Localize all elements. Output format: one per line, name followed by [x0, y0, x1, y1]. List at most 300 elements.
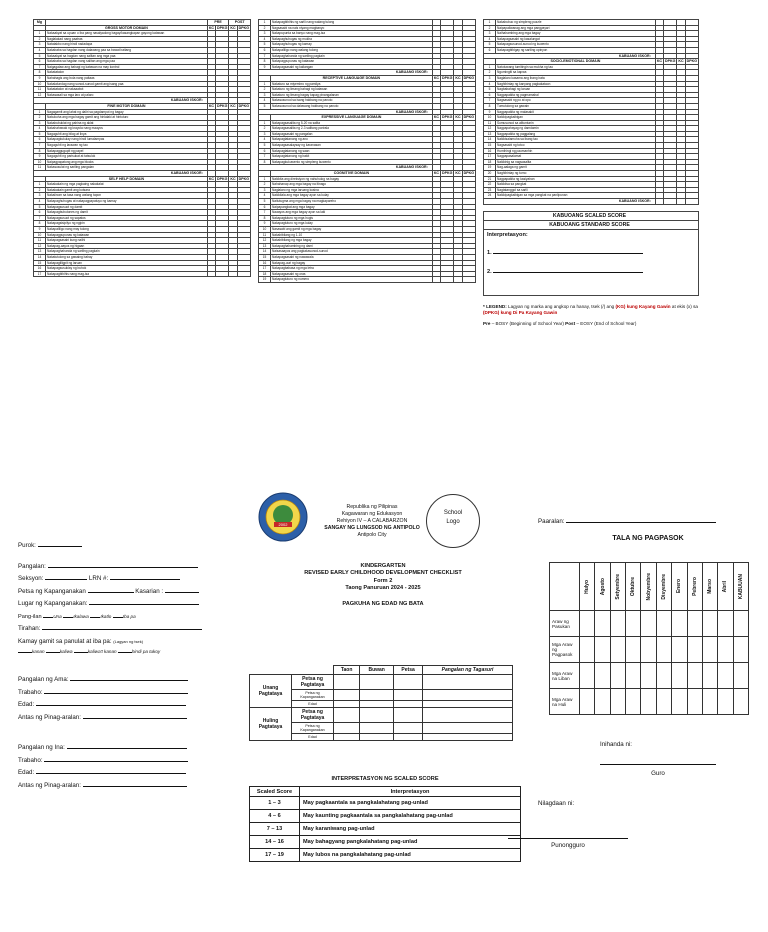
school-year: Taong Panuruan 2024 - 2025 — [345, 585, 421, 592]
ina-trabaho-label: Trabaho: — [18, 756, 43, 764]
col-kc: KC — [230, 176, 236, 181]
huling-petsa-label: Petsa ng Pagtataya — [292, 708, 334, 723]
attendance-cell[interactable] — [641, 689, 656, 715]
cognitive-cont-item-text: Naipapaliwanag ang mga pangyayari — [496, 25, 656, 31]
kamay-note: (Lagyan ng tsek) — [113, 638, 144, 644]
lungsod-text: Antipolo City — [357, 532, 387, 538]
kaliwa-kanan-label: kaliwa't kanan — [87, 649, 117, 654]
item-number: 23 — [484, 187, 496, 193]
attendance-cell[interactable] — [595, 663, 610, 689]
check-cell[interactable] — [462, 277, 475, 283]
total-cell[interactable] — [655, 199, 663, 205]
una-blank[interactable] — [43, 617, 53, 618]
personal-info-form — [18, 540, 240, 792]
col-dpkg: DPKG — [217, 176, 228, 181]
cell[interactable] — [423, 723, 513, 734]
fine-motor-item-text: Nakukuha ang mga bagay gamit ang hinlalaki at hintuturo — [46, 115, 208, 121]
cell[interactable] — [334, 690, 360, 701]
attendance-cell[interactable] — [656, 689, 671, 715]
interp-line-1[interactable] — [493, 253, 643, 254]
item-number: 19 — [484, 165, 496, 171]
item-number: 1 — [484, 64, 496, 70]
month-label: Marso — [707, 579, 714, 594]
item-number: 8 — [484, 103, 496, 109]
month-header — [595, 563, 610, 611]
gross-motor-item-text: Natatakbo nang hindi nadadapa — [46, 42, 208, 48]
item-number: 3 — [484, 31, 496, 37]
item-number: 4 — [484, 81, 496, 87]
attendance-row-label: Mga Araw ng Pagpasok — [550, 637, 580, 663]
item-number: 10 — [34, 81, 46, 87]
item-number: 7 — [259, 210, 271, 216]
item-number: 16 — [259, 260, 271, 266]
item-number: 11 — [34, 165, 46, 171]
republika-text: Republika ng Pilipinas — [346, 504, 398, 510]
kaliwa-blank[interactable] — [46, 652, 60, 653]
socio-item-text: Sumusunod sa alituntunin — [496, 120, 656, 126]
interp-table — [249, 786, 521, 862]
unang-tagasuri-cell[interactable] — [423, 675, 513, 690]
item-number: 2 — [259, 25, 271, 31]
kamay-label: Kamay gamit sa panulat at iba pa: — [18, 637, 112, 645]
item-number: 3 — [34, 120, 46, 126]
gross-motor-item-text: Nakaakyat sa hagdan nang salitan ang mga paa — [46, 53, 208, 59]
interp-score: 7 – 13 — [250, 823, 300, 836]
month-label: KABUUAN — [737, 573, 744, 600]
month-label: Setyembre — [614, 573, 621, 600]
total-cell[interactable] — [664, 199, 677, 205]
fine-motor-item-text: Naguguhit ng larawan ng tao — [46, 143, 208, 149]
self-help-item-text: Nakapaghahanda ng sariling pagkain — [46, 249, 208, 255]
attendance-cell[interactable] — [595, 611, 610, 637]
ina-trabaho-field[interactable] — [44, 761, 188, 762]
self-help-item-text: Nakapagbubutones ng damit — [46, 210, 208, 216]
item-number: 15 — [34, 260, 46, 266]
fine-motor-item-text: Nakabubuklat ng pahina ng aklat — [46, 120, 208, 126]
form-number: Form 2 — [373, 577, 393, 584]
month-header — [702, 563, 717, 611]
item-number: 10 — [484, 115, 496, 121]
item-number: 6 — [259, 47, 271, 53]
item-number: 14 — [259, 249, 271, 255]
school-logo-label-1: School — [443, 510, 463, 516]
pre-label: Pre — [483, 321, 491, 327]
seksyon-field[interactable] — [45, 579, 87, 580]
attendance-cell[interactable] — [702, 689, 717, 715]
item-number: 3 — [484, 75, 496, 81]
attendance-cell[interactable] — [718, 663, 733, 689]
col-kc: KC — [656, 59, 663, 64]
total-cell[interactable] — [677, 199, 685, 205]
legend-kg: (KG) kung Kayang Gawin — [615, 303, 671, 309]
interp-text: May bahagyang pangkalahatang pag-unlad — [300, 836, 521, 849]
self-help-item-text: Nakapagbibihis nang mag-isa — [46, 271, 208, 277]
item-number: 4 — [34, 47, 46, 53]
socio-item-text: Nagtatanggol sa sarili — [496, 187, 656, 193]
iba-label: Iba pa — [122, 613, 136, 619]
unang-buwan-cell[interactable] — [360, 675, 394, 690]
fine-motor-title: FINE MOTOR DOMAIN — [46, 103, 208, 109]
attendance-cell[interactable] — [672, 611, 687, 637]
attendance-cell[interactable] — [656, 637, 671, 663]
attendance-cell[interactable] — [718, 611, 733, 637]
cell[interactable] — [360, 690, 394, 701]
attendance-cell[interactable] — [641, 611, 656, 637]
petsa-field[interactable] — [88, 592, 134, 593]
item-number: 7 — [34, 64, 46, 70]
cognitive-title: COGNITIVE DOMAIN — [271, 171, 433, 177]
cognitive-item-text: Nahahanap ang mga bagay na itinago — [271, 182, 433, 188]
self-help-item-text: Nakapaliligo nang may tulong — [46, 226, 208, 232]
guro-signature-line[interactable] — [600, 764, 716, 765]
attendance-cell[interactable] — [733, 611, 748, 637]
self-help-item-text: Nakakakain gamit ang kutsara — [46, 187, 208, 193]
col-dpkg: DPKG — [442, 75, 453, 80]
socio-item-text: Nagsasabi ng po at opo — [496, 98, 656, 104]
interp-line-2[interactable] — [493, 272, 643, 273]
score-summary-table — [483, 211, 699, 296]
attendance-cell[interactable] — [733, 689, 748, 715]
item-number: 3 — [34, 193, 46, 199]
cognitive-item-text: Naipapangkat ang mga bagay — [271, 204, 433, 210]
socio-total-row — [484, 199, 699, 205]
attendance-cell[interactable] — [610, 611, 625, 637]
cell[interactable] — [423, 734, 513, 741]
socio-item-text: Nagpapasalamat — [496, 154, 656, 160]
punongguro-signature-line[interactable] — [508, 838, 628, 839]
ama-field[interactable] — [70, 680, 188, 681]
hindi-pa-blank[interactable] — [118, 652, 132, 653]
cognitive-item-text: Nakabibilang ng 1-10 — [271, 232, 433, 238]
cell[interactable] — [423, 701, 513, 708]
interp-row — [250, 810, 521, 823]
ikatlo-blank[interactable] — [90, 617, 100, 618]
cell[interactable] — [394, 708, 423, 723]
item-number: 4 — [259, 98, 271, 104]
interp-score: 4 – 6 — [250, 810, 300, 823]
cell[interactable] — [334, 723, 360, 734]
item-number: 9 — [34, 75, 46, 81]
seal-year: 2002 — [278, 522, 288, 527]
attendance-cell[interactable] — [580, 611, 595, 637]
item-number: 1 — [34, 31, 46, 37]
cell[interactable] — [394, 734, 423, 741]
month-header — [718, 563, 733, 611]
socio-item-text: Natutuwang tumitingin sa mukha ng tao — [496, 64, 656, 70]
attendance-cell[interactable] — [595, 637, 610, 663]
socio-item-text: Nagpapakita ng pagmamahal — [496, 92, 656, 98]
col-kc: KC — [230, 103, 236, 108]
interp-col-text: Interpretasyon — [300, 787, 521, 797]
fine-motor-item-text: Nakapaggugupit ng papel — [46, 148, 208, 154]
check-cell[interactable] — [216, 271, 229, 277]
item-number: 2 — [484, 70, 496, 76]
interp-row — [250, 823, 521, 836]
purok-field[interactable] — [38, 546, 82, 547]
item-number: 5 — [484, 42, 496, 48]
lugar-label: Lugar ng Kapanganakan: — [18, 600, 88, 607]
col-kc: KC — [433, 171, 440, 176]
item-number: 7 — [484, 98, 496, 104]
checklist-page-1 — [33, 19, 251, 277]
iba-blank[interactable] — [113, 617, 123, 618]
ikalawa-label: Ikalawa — [73, 613, 89, 619]
fine-motor-item-text: Naguguhit ang bilog at linya — [46, 131, 208, 137]
pangalan-field[interactable] — [48, 567, 198, 568]
item-number: 12 — [34, 243, 46, 249]
receptive-item-text: Nakasusunod sa isang hakbang na panuto — [271, 98, 433, 104]
interp-score: 14 – 16 — [250, 836, 300, 849]
cognitive-item-row — [259, 277, 476, 283]
item-number: 11 — [34, 87, 46, 93]
attendance-cell[interactable] — [656, 663, 671, 689]
lrn-label: LRN #: — [88, 575, 109, 582]
interp-line-1-number: 1. — [487, 250, 492, 257]
item-number: 9 — [34, 154, 46, 160]
attendance-cell[interactable] — [580, 637, 595, 663]
receptive-item-text: Nakaturo sa miyembro ng pamilya — [271, 81, 433, 87]
cognitive-cont-item-text: Nakabubuo ng simpleng puzzle — [496, 20, 656, 26]
cognitive-item-text: Nakapagsasabi ng nawawala — [271, 254, 433, 260]
cell[interactable] — [423, 708, 513, 723]
item-number: 4 — [34, 199, 46, 205]
fine-motor-item-text: Nakapagkukulay nang hindi lumalampas — [46, 137, 208, 143]
month-header — [610, 563, 625, 611]
lrn-field[interactable] — [110, 579, 180, 580]
post-desc: – EOSY (End of School Year) — [576, 321, 637, 327]
item-number: 1 — [259, 81, 271, 87]
month-header — [687, 563, 702, 611]
attendance-cell[interactable] — [687, 637, 702, 663]
item-number: 8 — [34, 70, 46, 76]
kaliwa-kanan-blank[interactable] — [74, 652, 88, 653]
gross-motor-title: GROSS MOTOR DOMAIN — [46, 25, 208, 31]
cell[interactable] — [394, 690, 423, 701]
unang-petsa-cell[interactable] — [394, 675, 423, 690]
pang-ilan-label: Pang-ilan — [18, 613, 42, 620]
kanan-blank[interactable] — [18, 652, 32, 653]
cell[interactable] — [423, 690, 513, 701]
attendance-cell[interactable] — [687, 689, 702, 715]
item-number: 11 — [34, 238, 46, 244]
legend-dpkg: (DPKG) kung Di Pa Kayang Gawin — [483, 310, 558, 315]
header-mg: Mg — [34, 20, 46, 26]
item-number: 12 — [259, 238, 271, 244]
attendance-cell[interactable] — [672, 689, 687, 715]
attendance-cell[interactable] — [610, 689, 625, 715]
attendance-cell[interactable] — [733, 637, 748, 663]
item-number: 6 — [34, 137, 46, 143]
attendance-cell[interactable] — [641, 637, 656, 663]
tirahan-field[interactable] — [42, 629, 202, 630]
cell[interactable] — [334, 734, 360, 741]
cell[interactable] — [334, 701, 360, 708]
self-help-cont-item-text: Nakapaghahanda ng sariling pagkain — [271, 53, 433, 59]
lugar-field[interactable] — [89, 604, 199, 605]
col-dpkg: DPKG — [665, 59, 676, 64]
item-number: 13 — [34, 249, 46, 255]
receptive-total-label: KABUANG ISKOR: — [259, 109, 433, 115]
checklist-title: REVISED EARLY CHILDHOOD DEVELOPMENT CHECKLIST — [304, 570, 462, 577]
ina-field[interactable] — [67, 748, 187, 749]
unang-pagtataya-label: Unang Pagtataya — [250, 675, 292, 708]
interp-row — [250, 797, 521, 810]
self-help-item-text: Nakapag-aayos ng higaan — [46, 243, 208, 249]
receptive-title: RECEPTIVE LANGUAGE DOMAIN — [271, 75, 433, 81]
item-number: 7 — [34, 143, 46, 149]
age-col-buwan: Buwan — [360, 666, 394, 675]
cell[interactable] — [360, 708, 394, 723]
self-help-cont-item-text: Nakapaliligo nang walang tulong — [271, 47, 433, 53]
item-number: 3 — [259, 187, 271, 193]
attendance-cell[interactable] — [641, 663, 656, 689]
attendance-cell[interactable] — [702, 611, 717, 637]
fine-motor-item-text: Nakahahawak ng krayola nang maayos — [46, 126, 208, 132]
attendance-cell[interactable] — [672, 663, 687, 689]
col-dpkg: DPKG — [217, 25, 228, 30]
socio-total-label: KABUANG ISKOR: — [484, 199, 656, 205]
item-number: 4 — [34, 126, 46, 132]
receptive-item-text: Nakasusunod sa dalawang hakbang na panuto — [271, 103, 433, 109]
attendance-cell[interactable] — [610, 663, 625, 689]
col-kc: KC — [208, 25, 215, 30]
month-label: Oktubre — [630, 576, 637, 597]
purok-label: Purok: — [18, 542, 36, 549]
paaralan-field[interactable] — [566, 522, 716, 523]
attendance-cell[interactable] — [687, 611, 702, 637]
attendance-cell[interactable] — [626, 637, 641, 663]
item-number: 3 — [34, 42, 46, 48]
check-cell[interactable] — [237, 271, 250, 277]
col-dpkg: DPKG — [463, 115, 474, 120]
attendance-cell[interactable] — [687, 663, 702, 689]
attendance-cell[interactable] — [702, 663, 717, 689]
school-logo-label-2: Logo — [446, 519, 460, 525]
cell[interactable] — [334, 708, 360, 723]
ama-antas-label: Antas ng Pinag-aralan: — [18, 713, 81, 721]
attendance-cell[interactable] — [580, 689, 595, 715]
ina-antas-field[interactable] — [83, 786, 187, 787]
month-header — [733, 563, 748, 611]
check-cell[interactable] — [454, 277, 462, 283]
attendance-cell[interactable] — [733, 663, 748, 689]
cell[interactable] — [360, 701, 394, 708]
item-number: 10 — [259, 226, 271, 232]
item-number: 5 — [259, 143, 271, 149]
self-help-item-text: Nakapagsasabi kung naiihi — [46, 238, 208, 244]
attendance-cell[interactable] — [718, 637, 733, 663]
paaralan-row — [538, 518, 758, 525]
total-cell[interactable] — [685, 199, 698, 205]
attendance-cell[interactable] — [595, 689, 610, 715]
check-cell[interactable] — [207, 271, 215, 277]
attendance-cell[interactable] — [626, 689, 641, 715]
item-number: 6 — [484, 47, 496, 53]
interp-text: May pagkaantala sa pangkalahatang pag-unlad — [300, 797, 521, 810]
self-help-item-text: Nakaiinom sa tasa nang walang tapon — [46, 193, 208, 199]
attendance-cell[interactable] — [580, 663, 595, 689]
rehiyon-text: Rehiyon IV – A CALABARZON — [336, 518, 408, 524]
ama-edad-field[interactable] — [36, 705, 186, 706]
attendance-cell[interactable] — [656, 611, 671, 637]
month-header — [641, 563, 656, 611]
cell[interactable] — [360, 723, 394, 734]
interpretasyon-label: Interpretasyon: — [487, 231, 528, 238]
cell[interactable] — [394, 723, 423, 734]
cell[interactable] — [360, 734, 394, 741]
item-number: 16 — [484, 148, 496, 154]
cognitive-item-text: Nakapagtuturo ng numero — [271, 277, 433, 283]
check-cell[interactable] — [432, 277, 440, 283]
form-title — [258, 563, 508, 608]
item-number: 10 — [34, 159, 46, 165]
item-number: 2 — [259, 126, 271, 132]
item-number: 1 — [484, 20, 496, 26]
socio-item-text: Nagbabahagi ng laruan — [496, 87, 656, 93]
attendance-cell[interactable] — [626, 611, 641, 637]
interp-row — [250, 836, 521, 849]
col-dpkg: DPKG — [238, 176, 249, 181]
ina-antas-label: Antas ng Pinag-aralan: — [18, 781, 81, 789]
col-kc: KC — [208, 176, 215, 181]
ina-edad-field[interactable] — [36, 773, 186, 774]
expressive-item-text: Nakapagsasalita ng 2-3 salitang parirala — [271, 126, 433, 132]
attendance-cell[interactable] — [672, 637, 687, 663]
self-help-cont-item-text: Nakapupunta sa banyo nang mag-isa — [271, 31, 433, 37]
post-label: Post — [565, 321, 576, 327]
header-post: POST — [229, 20, 251, 26]
unang-taon-cell[interactable] — [334, 675, 360, 690]
item-number: 2 — [34, 36, 46, 42]
item-number: 11 — [259, 232, 271, 238]
pre-desc: – BOSY (Beginning of School Year) — [491, 321, 564, 327]
gross-motor-item-text: Nakasasali sa mga laro at palaro — [46, 92, 208, 98]
attendance-row — [550, 663, 749, 689]
check-cell[interactable] — [441, 277, 454, 283]
unang-kapanganakan-label: Petsa ng Kapanganakan — [292, 690, 334, 701]
item-number: 6 — [484, 92, 496, 98]
gross-motor-item-text: Naigagalaw ang bahagi ng katawan na may kontrol — [46, 64, 208, 70]
petsa-label: Petsa ng Kapanganakan — [18, 587, 86, 595]
socio-item-text: Ngumingiti sa kapwa — [496, 70, 656, 76]
self-help-cont-total-label: KABUANG ISKOR: — [259, 70, 433, 76]
kasarian-field[interactable] — [165, 592, 199, 593]
socio-item-text: Nagpapakita ng paggalang — [496, 131, 656, 137]
fine-motor-item-text: Nakasusulat ng sariling pangalan — [46, 165, 208, 171]
item-number: 9 — [484, 109, 496, 115]
attendance-cell[interactable] — [718, 689, 733, 715]
item-number: 6 — [34, 210, 46, 216]
check-cell[interactable] — [229, 271, 237, 277]
legend-text: Lagyan ng marka ang angkop na hanay, tsek (/) ang — [508, 303, 615, 309]
item-number: 1 — [259, 120, 271, 126]
attendance-cell[interactable] — [702, 637, 717, 663]
attendance-cell[interactable] — [626, 663, 641, 689]
ama-trabaho-field[interactable] — [44, 693, 188, 694]
cell[interactable] — [394, 701, 423, 708]
ama-antas-field[interactable] — [83, 718, 187, 719]
attendance-cell[interactable] — [610, 637, 625, 663]
item-number: 5 — [34, 131, 46, 137]
ikalawa-blank[interactable] — [63, 617, 73, 618]
self-help-cont-item-text: Nakapagbibihis ng sarili nang walang tulong — [271, 20, 433, 26]
item-number: 17 — [484, 154, 496, 160]
attendance-row — [550, 689, 749, 715]
attendance-row-label: Mga Araw na Huli — [550, 689, 580, 715]
socio-item-text: Nag-aalaga ng gamit — [496, 165, 656, 171]
interp-text: May karaniwang pag-unlad — [300, 823, 521, 836]
col-kc: KC — [455, 75, 461, 80]
